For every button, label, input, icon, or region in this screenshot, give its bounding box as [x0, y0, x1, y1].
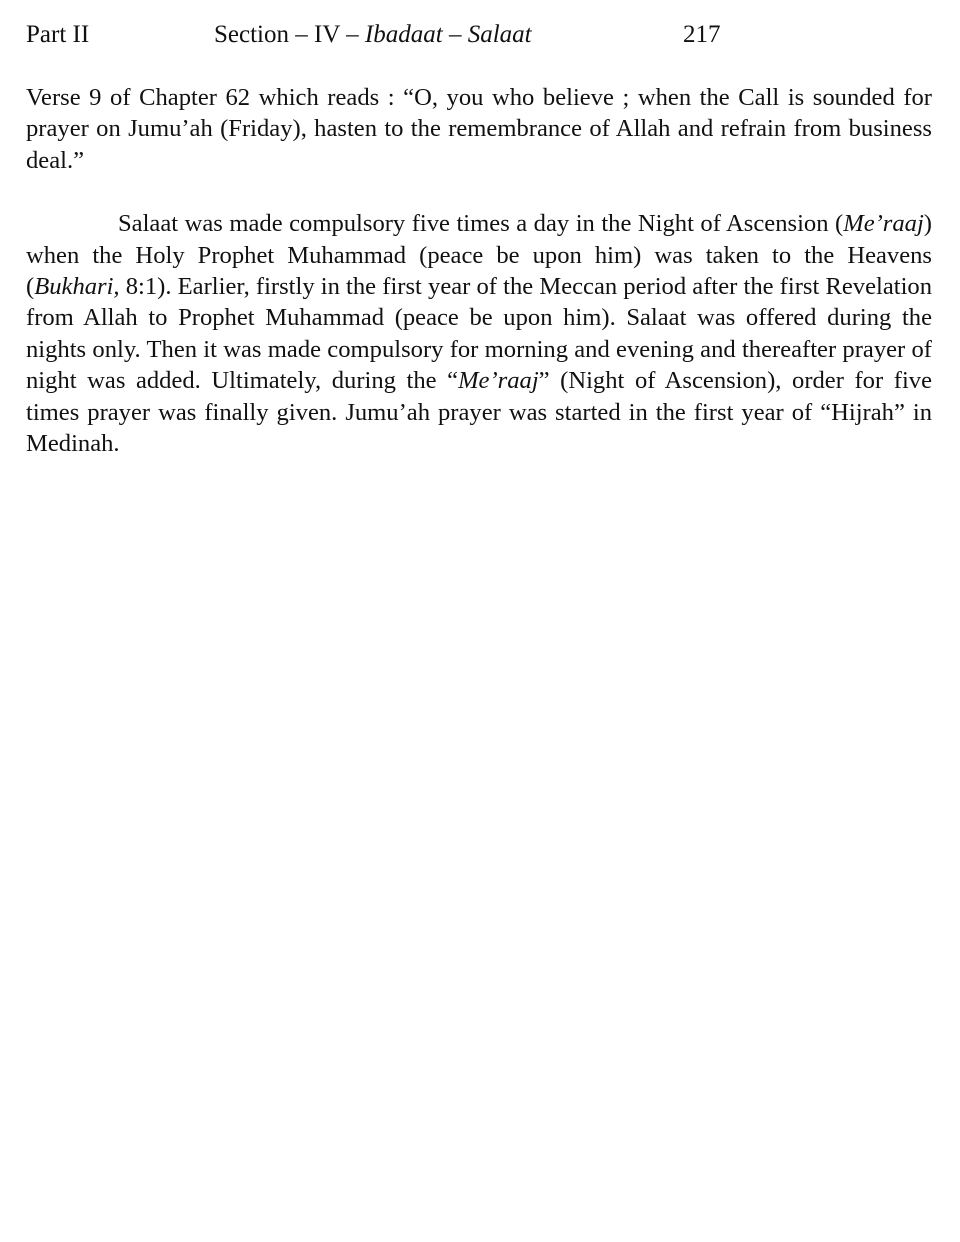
header-section-separator: –: [442, 21, 468, 48]
header-section-title-salaat: Salaat: [467, 21, 532, 48]
page-number: 217: [683, 21, 721, 48]
para2-italic-bukhari: Bukhari,: [34, 273, 120, 301]
header-section-prefix: Section – IV –: [214, 21, 365, 48]
header-section-title-ibadaat: Ibadaat: [364, 21, 443, 48]
para2-italic-meraaj: Me’raaj: [843, 210, 924, 238]
document-page: [26, 18, 932, 459]
paragraph-verse: Verse 9 of Chapter 62 which reads : “O, you who believe ; when the Call is sounded for prayer on Jumu’ah (Friday), hasten to the remembrance of Allah and refrain from business deal.”: [26, 84, 932, 174]
paragraph-salaat-history: [26, 208, 932, 459]
header-part: Part II: [26, 21, 90, 48]
para2-text-4: ” (Night of Ascension), order for five times prayer was finally given. Jumu’ah prayer was started in the first year of “Hijrah” in Medinah.: [26, 367, 932, 458]
para2-italic-meraaj-2: Me’raaj: [458, 367, 539, 395]
para2-text-2: ) when the Holy Prophet Muhammad (peace be upon him) was taken to the Heavens (: [26, 210, 932, 301]
header-section: [214, 18, 532, 52]
para2-text-1: Salaat was made compulsory five times a day in the Night of Ascension (: [118, 210, 844, 238]
running-header: [26, 18, 932, 52]
para2-text-3: 8:1). Earlier, firstly in the first year of the Meccan period after the first Revelation from Allah to Prophet Muhammad (peace be upon him). Salaat was offered during the nights only. Then it was made compulsory for morning and evening and thereafter prayer of night was added. Ultimately, during the “: [26, 273, 932, 395]
